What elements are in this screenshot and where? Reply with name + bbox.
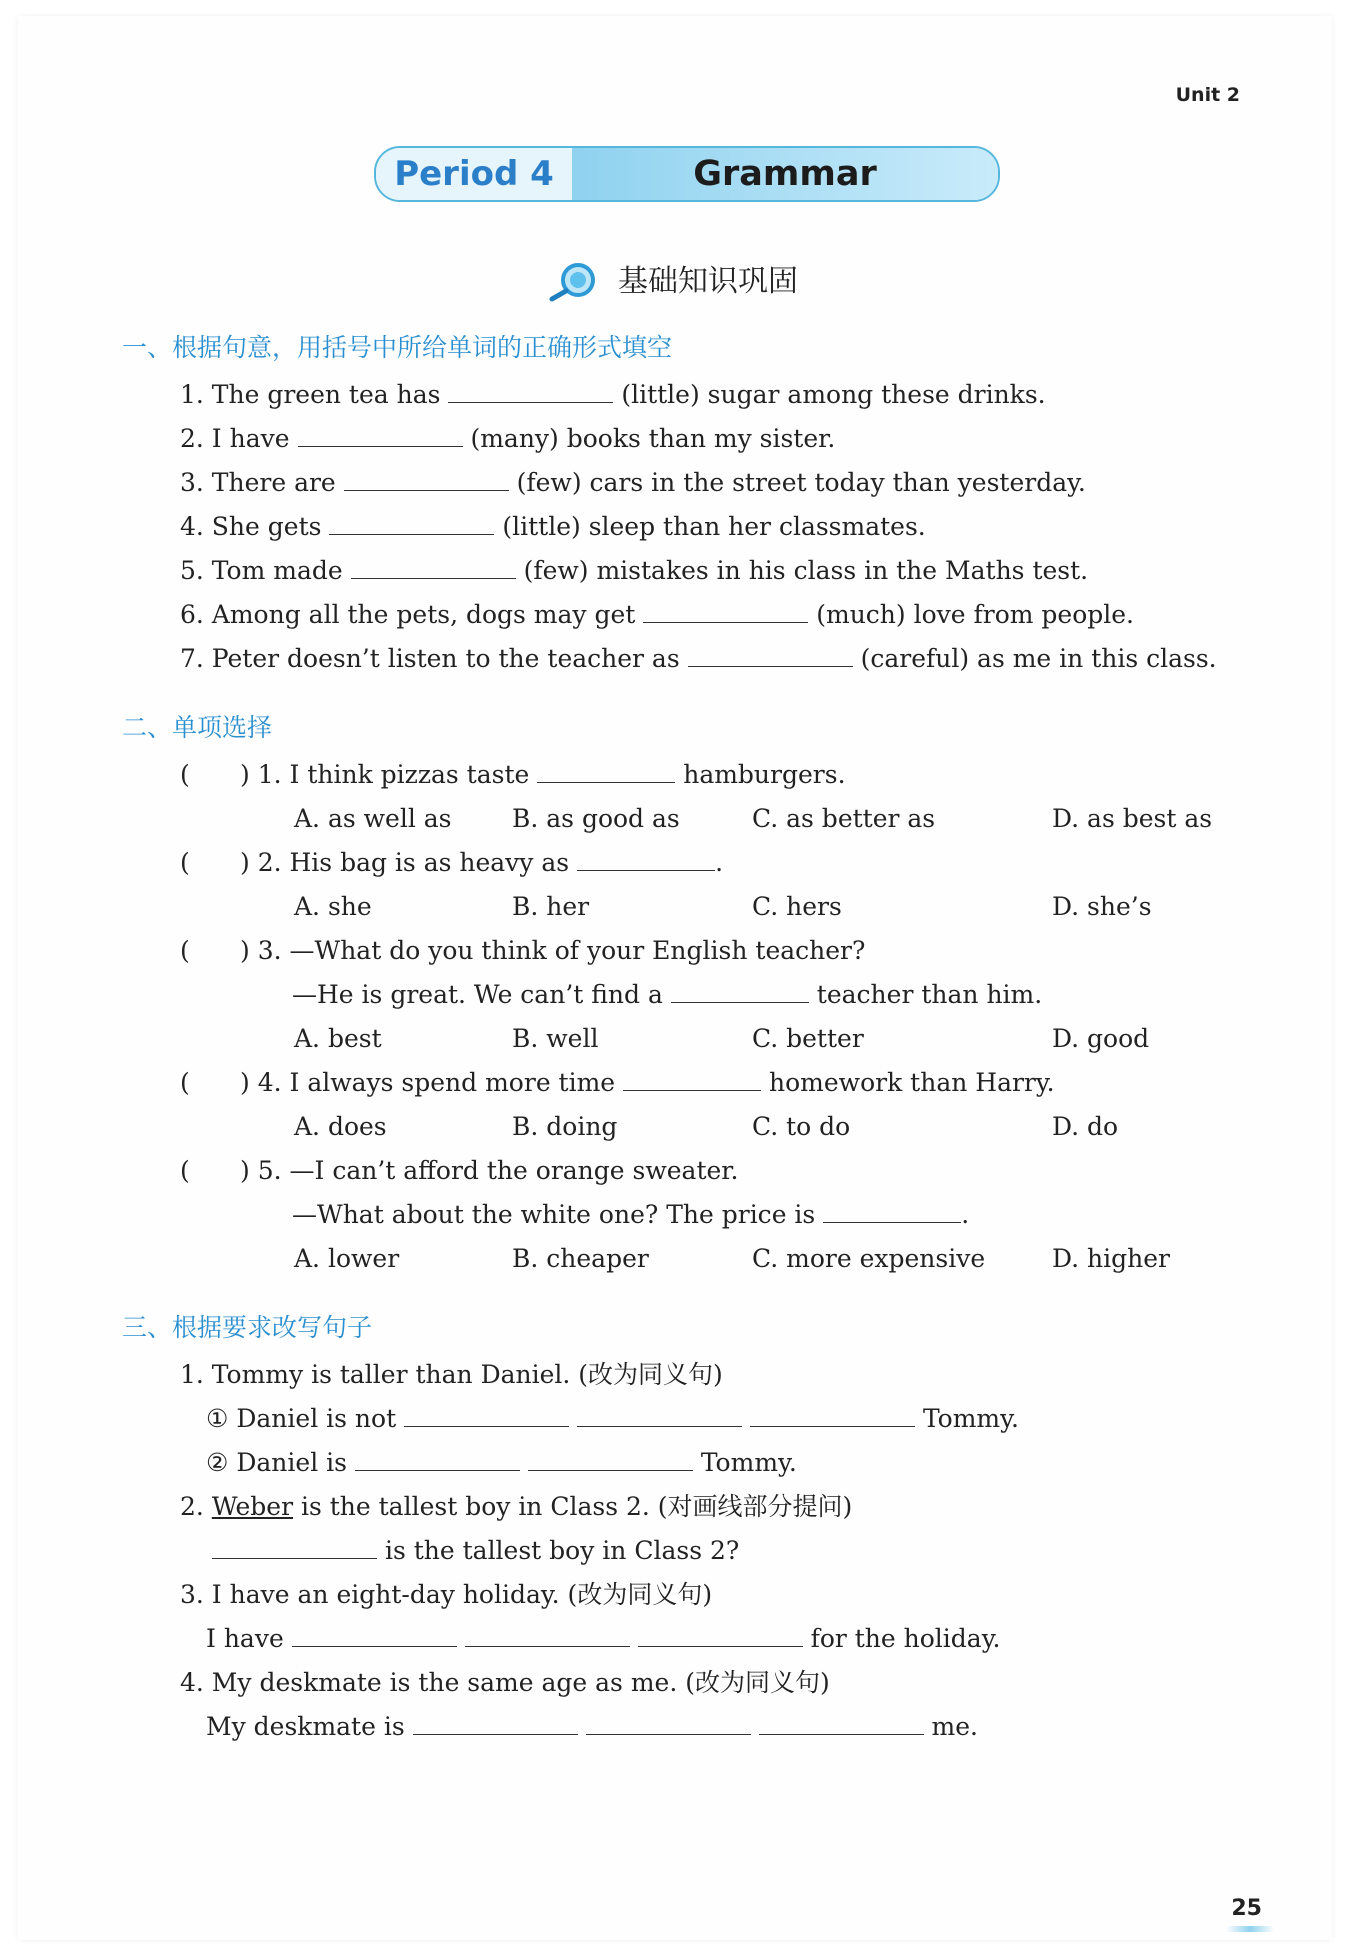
- magnifier-icon: [548, 262, 600, 302]
- s1-item-6-post: (much) love from people.: [816, 600, 1135, 629]
- q3-option-b: B. well: [512, 1024, 599, 1053]
- q5-option-b: B. cheaper: [512, 1244, 649, 1273]
- answer-blank[interactable]: [329, 510, 494, 535]
- s1-item-1-post: (little) sugar among these drinks.: [621, 380, 1046, 409]
- q4-option-b: B. doing: [512, 1112, 618, 1141]
- section3-heading: 三、根据要求改写句子: [122, 1313, 373, 1342]
- s3-question-1: 1. Tommy is taller than Daniel. (改为同义句): [180, 1360, 723, 1389]
- answer-blank: [577, 846, 715, 871]
- answer-blank[interactable]: [344, 466, 509, 491]
- q2-option-a: A. she: [294, 892, 372, 921]
- answer-blank[interactable]: [643, 598, 808, 623]
- s1-item-4-pre: 4. She gets: [180, 512, 322, 541]
- q1-option-d: D. as best as: [1052, 804, 1213, 833]
- s3-4-post: me.: [931, 1712, 978, 1741]
- q5-line2-post: .: [961, 1200, 970, 1229]
- q4-option-c: C. to do: [752, 1112, 851, 1141]
- answer-blank[interactable]: [448, 378, 613, 403]
- s3-1b-post: Tommy.: [700, 1448, 797, 1477]
- answer-paren[interactable]: (: [180, 1068, 190, 1097]
- answer-blank[interactable]: [298, 422, 463, 447]
- answer-blank[interactable]: [212, 1534, 377, 1559]
- answer-blank[interactable]: [688, 642, 853, 667]
- q5-option-c: C. more expensive: [752, 1244, 986, 1273]
- banner-text: 基础知识巩固: [618, 264, 798, 299]
- period-label: Period 4: [376, 148, 572, 200]
- q1-option-c: C. as better as: [752, 804, 936, 833]
- answer-blank[interactable]: [465, 1622, 630, 1647]
- q2-stem-end: .: [715, 848, 724, 877]
- s3-1b-pre: ② Daniel is: [206, 1448, 347, 1477]
- s1-item-2-post: (many) books than my sister.: [470, 424, 836, 453]
- answer-blank[interactable]: [413, 1710, 578, 1735]
- s1-item-7-pre: 7. Peter doesn’t listen to the teacher as: [180, 644, 680, 673]
- s2-question-5: [180, 1154, 738, 1188]
- s3-3-post: for the holiday.: [810, 1624, 1001, 1653]
- s3-2-num: 2.: [180, 1492, 204, 1521]
- s1-item-3-pre: 3. There are: [180, 468, 336, 497]
- q5-stem: ) 5. —I can’t afford the orange sweater.: [240, 1156, 739, 1185]
- s1-item-6: [180, 598, 1134, 632]
- answer-blank[interactable]: [577, 1402, 742, 1427]
- answer-paren[interactable]: (: [180, 848, 190, 877]
- s1-item-3: [180, 466, 1086, 500]
- s1-item-3-post: (few) cars in the street today than yesterday.: [516, 468, 1086, 497]
- s3-1a-post: Tommy.: [922, 1404, 1019, 1433]
- answer-blank: [537, 758, 675, 783]
- q3-option-c: C. better: [752, 1024, 864, 1053]
- s1-item-2: [180, 422, 835, 456]
- s3-1a-pre: ① Daniel is not: [206, 1404, 397, 1433]
- q2-option-d: D. she’s: [1052, 892, 1152, 921]
- answer-blank[interactable]: [528, 1446, 693, 1471]
- q2-option-b: B. her: [512, 892, 590, 921]
- answer-blank[interactable]: [750, 1402, 915, 1427]
- underlined-word: Weber: [211, 1492, 294, 1521]
- q1-stem-end: hamburgers.: [683, 760, 846, 789]
- period-title-box: [374, 146, 1000, 202]
- answer-blank[interactable]: [355, 1446, 520, 1471]
- s1-item-5-pre: 5. Tom made: [180, 556, 343, 585]
- q4-stem: ) 4. I always spend more time: [240, 1068, 616, 1097]
- q1-stem: ) 1. I think pizzas taste: [240, 760, 530, 789]
- s1-item-1-pre: 1. The green tea has: [180, 380, 441, 409]
- s1-item-7: [180, 642, 1217, 676]
- q4-option-d: D. do: [1052, 1112, 1119, 1141]
- s3-question-3: 3. I have an eight-day holiday. (改为同义句): [180, 1580, 713, 1609]
- topic-label: Grammar: [572, 148, 998, 200]
- q5-line2-pre: —What about the white one? The price is: [292, 1200, 816, 1229]
- q5-option-d: D. higher: [1052, 1244, 1170, 1273]
- s2-question-3: [180, 934, 865, 968]
- answer-blank: [623, 1066, 761, 1091]
- s1-item-5: [180, 554, 1088, 588]
- answer-blank[interactable]: [351, 554, 516, 579]
- s2-question-1: [180, 758, 846, 792]
- s3-question-4: 4. My deskmate is the same age as me. (改为同义句): [180, 1668, 830, 1697]
- s3-2-stem: is the tallest boy in Class 2. (对画线部分提问): [300, 1492, 853, 1521]
- answer-blank: [671, 978, 809, 1003]
- s1-item-5-post: (few) mistakes in his class in the Maths test.: [523, 556, 1089, 585]
- answer-blank: [823, 1198, 961, 1223]
- answer-paren[interactable]: (: [180, 1156, 190, 1185]
- answer-blank[interactable]: [638, 1622, 803, 1647]
- section2-heading: 二、单项选择: [122, 713, 273, 742]
- q2-option-c: C. hers: [752, 892, 842, 921]
- unit-label: Unit 2: [1175, 84, 1240, 106]
- s1-item-7-post: (careful) as me in this class.: [860, 644, 1217, 673]
- s2-question-2: [180, 846, 723, 880]
- q3-option-d: D. good: [1052, 1024, 1150, 1053]
- q1-option-a: A. as well as: [294, 804, 452, 833]
- answer-blank[interactable]: [404, 1402, 569, 1427]
- s3-question-2: [180, 1490, 852, 1524]
- s3-answer-3: [206, 1622, 1000, 1656]
- s3-4-pre: My deskmate is: [206, 1712, 405, 1741]
- answer-blank[interactable]: [586, 1710, 751, 1735]
- q3-line2-post: teacher than him.: [816, 980, 1043, 1009]
- s3-answer-2: [212, 1534, 739, 1568]
- q2-stem: ) 2. His bag is as heavy as: [240, 848, 570, 877]
- q3-line2-pre: —He is great. We can’t find a: [292, 980, 663, 1009]
- s3-2-answer-post: is the tallest boy in Class 2?: [384, 1536, 740, 1565]
- q4-option-a: A. does: [294, 1112, 387, 1141]
- s1-item-6-pre: 6. Among all the pets, dogs may get: [180, 600, 636, 629]
- s2-question-5-line2: [292, 1198, 969, 1232]
- page-number-decoration: [1226, 1926, 1274, 1932]
- answer-blank[interactable]: [759, 1710, 924, 1735]
- q4-stem-end: homework than Harry.: [769, 1068, 1055, 1097]
- s3-answer-1a: [206, 1402, 1019, 1436]
- answer-paren[interactable]: (: [180, 760, 190, 789]
- s2-question-4: [180, 1066, 1055, 1100]
- s3-3-pre: I have: [206, 1624, 284, 1653]
- q3-stem: ) 3. —What do you think of your English teacher?: [240, 936, 866, 965]
- s3-answer-4: [206, 1710, 978, 1744]
- s1-item-1: [180, 378, 1046, 412]
- s1-item-2-pre: 2. I have: [180, 424, 290, 453]
- s3-answer-1b: [206, 1446, 797, 1480]
- s1-item-4-post: (little) sleep than her classmates.: [502, 512, 926, 541]
- answer-paren[interactable]: (: [180, 936, 190, 965]
- q1-option-b: B. as good as: [512, 804, 680, 833]
- section1-heading: 一、根据句意，用括号中所给单词的正确形式填空: [122, 333, 673, 362]
- q3-option-a: A. best: [294, 1024, 382, 1053]
- s1-item-4: [180, 510, 926, 544]
- s2-question-3-line2: [292, 978, 1042, 1012]
- answer-blank[interactable]: [292, 1622, 457, 1647]
- q5-option-a: A. lower: [294, 1244, 400, 1273]
- page-number: 25: [1231, 1896, 1262, 1921]
